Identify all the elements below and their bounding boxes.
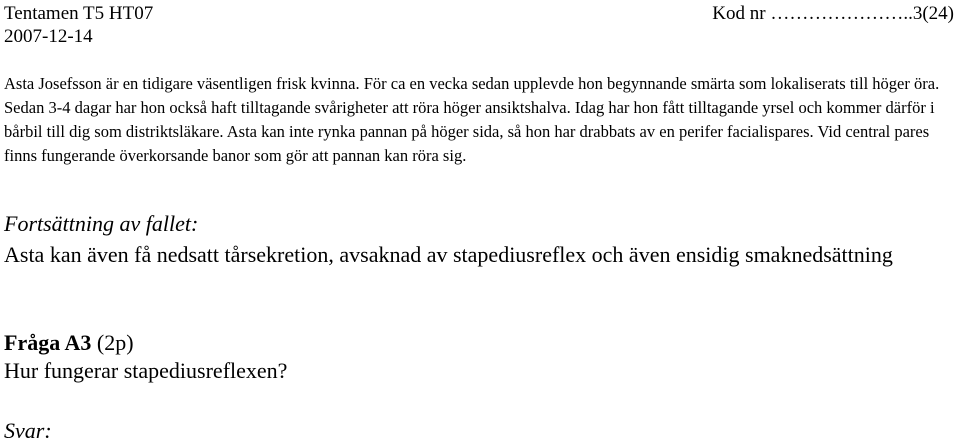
exam-date: 2007-12-14: [4, 26, 93, 47]
question-heading: [4, 330, 134, 356]
continuation-text: Asta kan även få nedsatt tårsekretion, avsaknad av stapediusreflex och även ensidig smaknedsättning: [4, 242, 893, 267]
question-points: (2p): [91, 330, 134, 355]
code-number: Kod nr …………………..3(24): [712, 3, 954, 24]
continuation-heading: Fortsättning av fallet:: [4, 211, 199, 236]
exam-title: Tentamen T5 HT07: [4, 3, 154, 24]
question-text: Hur fungerar stapediusreflexen?: [4, 358, 288, 383]
case-description: Asta Josefsson är en tidigare väsentligen frisk kvinna. För ca en vecka sedan upplevde hon begynnande smärta som lokaliserats till höger öra. Sedan 3-4 dagar har hon också haft tilltagande svårigheter att röra höger ansiktshalva. Idag har hon fått tilltagande yrsel och kommer därför i bårbil till dig som distriktsläkare. Asta kan inte rynka pannan på höger sida, så hon har drabbats av en perifer facialispares. Vid central pares finns fungerande överkorsande banor som gör att pannan kan röra sig.: [4, 74, 940, 165]
exam-page: [4, 0, 954, 442]
answer-label: Svar:: [4, 418, 52, 443]
question-number: Fråga A3: [4, 330, 92, 355]
